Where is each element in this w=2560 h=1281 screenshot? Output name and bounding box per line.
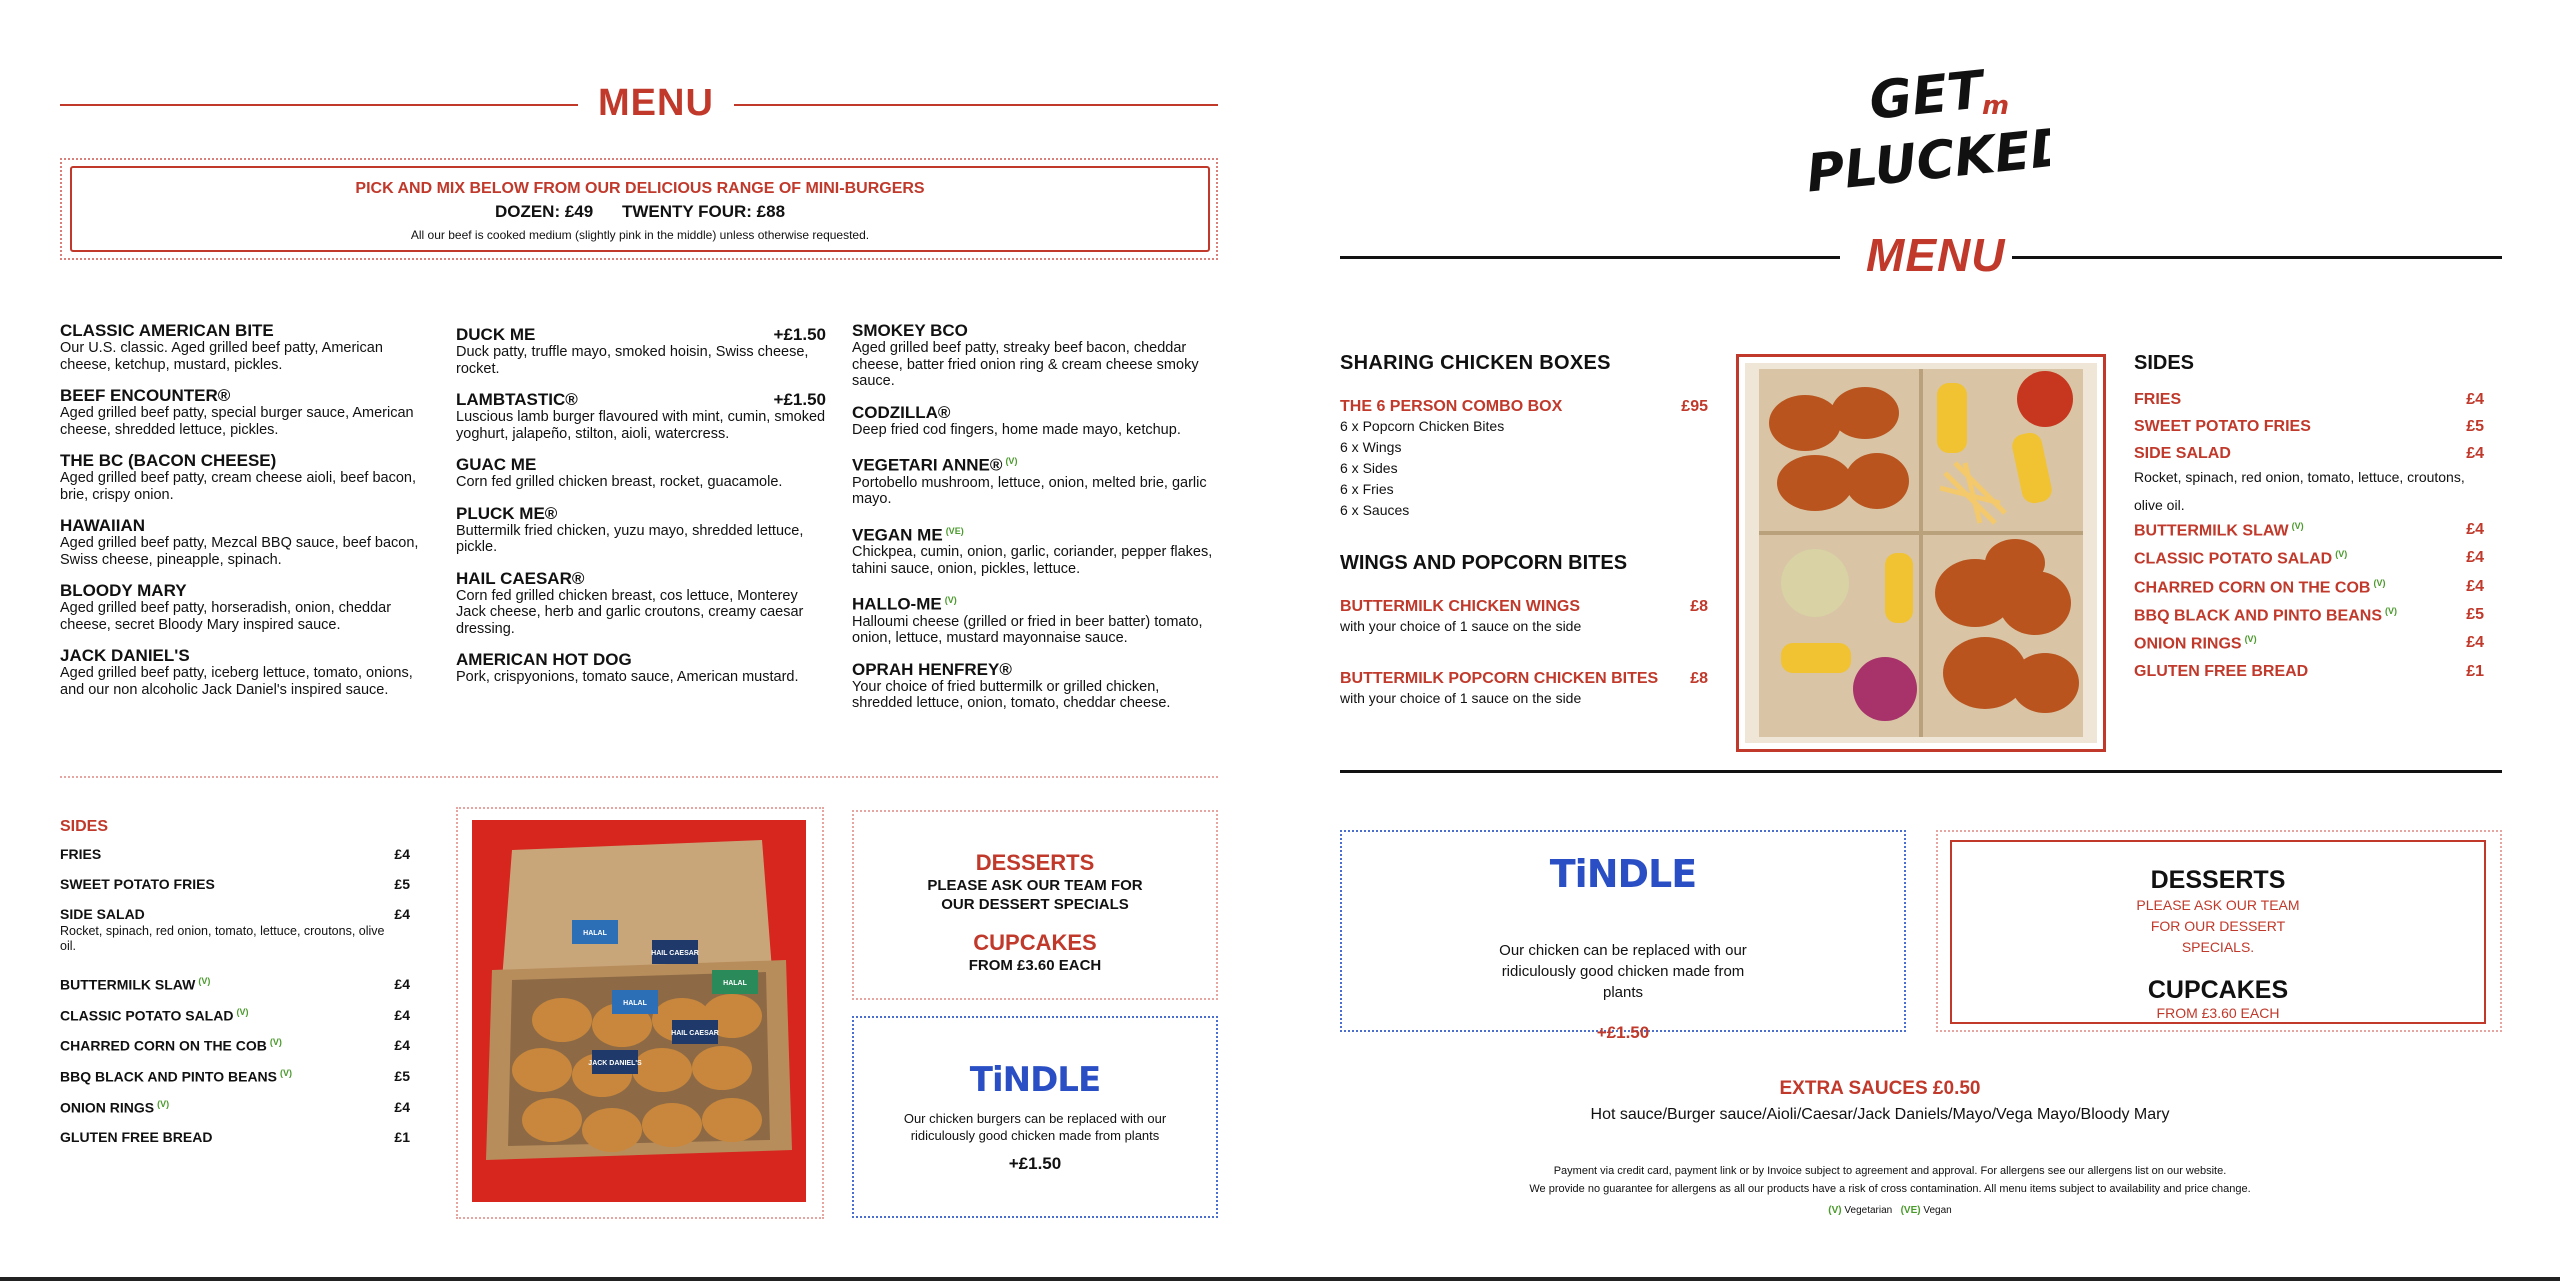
logo-line-1: GET [1866,62,1986,132]
promo-prices [72,202,1208,222]
item-title: CLASSIC AMERICAN BITE [60,321,274,340]
side-row [60,846,410,862]
side-name-wrap [2134,606,2397,625]
burger-flag [671,1020,719,1044]
side-name: SWEET POTATO FRIES [2134,418,2311,435]
side-price: £4 [394,1098,410,1115]
cupcakes-price: FROM £3.60 EACH [968,957,1102,974]
wings-price: £8 [1690,598,1708,615]
diet-tag: (V) [269,1037,282,1048]
side-row-right [2134,663,2484,681]
side-name-wrap [60,1037,282,1054]
menu-item [456,391,826,442]
flag-label: JACK DANIEL'S [588,1060,642,1067]
side-price: £4 [394,976,410,992]
combo-line: 6 x Sauces [1340,502,1410,518]
side-name: BUTTERMILK SLAW [60,976,196,993]
menu-item-name [60,647,430,665]
side-row [60,1099,410,1116]
mini-burger [642,1103,702,1147]
menu-item-name [60,452,430,470]
menu-item-name [852,522,1222,545]
menu-item [60,582,430,633]
legend-v-label: Vegetarian [1844,1205,1893,1216]
side-name-wrap [2134,578,2385,597]
side-name: BUTTERMILK SLAW [2134,522,2289,540]
flag-label: HALAL [623,1000,647,1007]
side-name-wrap [2134,634,2257,653]
sides-section-left [60,818,410,1159]
side-price: £4 [2466,577,2484,595]
side-row-right [2134,521,2484,540]
menu-item-name [456,651,826,669]
item-title: JACK DANIEL'S [60,646,190,665]
logo-line-2: PLUCKED [1803,116,2050,192]
menu-item-desc: Aged grilled beef patty, horseradish, onion, cheddar cheese, secret Bloody Mary inspired sauce. [60,600,392,633]
menu-item-desc: Chickpea, cumin, onion, garlic, coriander, pepper flakes, tahini sauce, onion, pickles, lettuce. [852,544,1213,577]
tindle-logo-right: TiNDLE [1549,852,1697,896]
desserts-title-right: DESSERTS [2150,866,2286,894]
side-row-right [2134,578,2484,597]
popcorn-name: BUTTERMILK POPCORN CHICKEN BITES [1340,670,1659,687]
legend-ve-label: Vegan [1923,1205,1952,1216]
burger-flag [712,970,758,994]
get-plucked-logo [1798,62,2050,192]
side-price: £4 [2466,391,2484,408]
item-title: PLUCK ME® [456,503,558,523]
extra-sauces-list: Hot sauce/Burger sauce/Aioli/Caesar/Jack Daniels/Mayo/Vega Mayo/Bloody Mary [1590,1106,2170,1123]
menu-item-name [456,456,826,474]
extra-sauces [1560,1078,2200,1124]
cupcakes-price-right: FROM £3.60 EACH [2156,1005,2280,1021]
side-name: SWEET POTATO FRIES [60,876,215,892]
side-price: £5 [2466,418,2484,435]
wings-item [1340,598,1708,637]
side-name-wrap [60,976,210,993]
sharing-title: SHARING CHICKEN BOXES [1340,352,1611,374]
menu-item-desc: Pork, crispyonions, tomato sauce, American mustard. [456,669,799,685]
side-price: £5 [394,876,410,892]
diet-tag: (V) [2291,521,2304,531]
flag-label: HAIL CAESAR [671,1030,719,1037]
menu-item [456,651,826,686]
side-price: £1 [2466,662,2484,680]
menu-item-name [60,582,430,600]
side-price: £4 [394,846,410,862]
side-name-wrap [60,1007,248,1024]
burger-column-3 [852,322,1222,726]
diet-tag: (VE) [945,525,964,536]
logo-accent: m [1982,91,2010,121]
side-price: £5 [2466,605,2484,623]
fine-print-line-1: Payment via credit card, payment link or by Invoice subject to agreement and approval. For allergens see our allergens list on our website. [1553,1165,2227,1177]
menu-item-desc: Aged grilled beef patty, streaky beef bacon, cheddar cheese, batter fried onion ring & cream cheese smoky sauce. [852,340,1199,389]
side-name-wrap [60,846,101,862]
menu-item-name [456,570,826,588]
desserts-box-right [1950,840,2486,1024]
menu-item-name [852,404,1222,422]
menu-item [456,326,826,377]
menu-item [852,322,1222,390]
flag-label: HALAL [583,930,607,937]
combo-name: THE 6 PERSON COMBO BOX [1340,398,1563,415]
wings-name: BUTTERMILK CHICKEN WINGS [1340,598,1580,615]
wings-desc: with your choice of 1 sauce on the side [1340,618,1582,634]
menu-title-script: MENU [1866,229,2006,281]
side-name-wrap [2134,418,2311,436]
section-divider [60,776,1218,778]
diet-tag: (V) [1005,456,1018,466]
diet-legend [1700,1205,2080,1216]
flag-label: HAIL CAESAR [651,950,699,957]
menu-item-desc: Our U.S. classic. Aged grilled beef patty, American cheese, ketchup, mustard, pickles. [60,340,383,373]
side-name-wrap [60,1129,212,1145]
menu-item [852,404,1222,439]
tindle-box-right [1340,830,1906,1042]
side-name: BBQ BLACK AND PINTO BEANS [2134,607,2383,625]
burger-flag [612,990,658,1014]
menu-item-name [852,452,1222,475]
promo-box [70,166,1210,252]
menu-item-desc: Halloumi cheese (grilled or fried in beer batter) tomato, onion, lettuce, mustard mayonnaise sauce. [852,613,1203,647]
menu-item [60,647,430,698]
menu-item [852,452,1222,508]
menu-item-name [60,322,430,340]
menu-item [60,452,430,503]
menu-item [60,387,430,438]
desserts-title: DESSERTS [975,850,1095,875]
tindle-price-right: +£1.50 [1596,1023,1650,1042]
item-title: SMOKEY BCO [852,321,968,340]
promo-twenty-four: TWENTY FOUR: £88 [621,202,786,221]
side-row-right [2134,445,2484,463]
side-name-wrap [60,1099,169,1116]
item-title: AMERICAN HOT DOG [456,650,632,669]
side-name: GLUTEN FREE BREAD [2134,662,2309,680]
side-name: BBQ BLACK AND PINTO BEANS [60,1068,278,1085]
item-title: HAIL CAESAR® [456,568,585,588]
side-row [60,1007,410,1024]
side-name: ONION RINGS [2134,635,2242,653]
legend-ve: (VE) [1900,1205,1921,1216]
menu-item [456,456,826,491]
side-name-wrap [2134,445,2231,463]
sides-list-right [2134,391,2484,681]
menu-item [456,570,826,638]
side-name: SIDE SALAD [2134,445,2231,462]
popcorn-desc: with your choice of 1 sauce on the side [1340,690,1582,706]
menu-item-desc: Deep fried cod fingers, home made mayo, ketchup. [852,421,1181,438]
menu-item-name [60,387,430,405]
side-name: CLASSIC POTATO SALAD [60,1007,234,1024]
side-row [60,906,410,954]
item-title: BEEF ENCOUNTER® [60,386,231,405]
menu-item [60,517,430,568]
bottom-border [0,1277,2560,1281]
extra-sauces-title: EXTRA SAUCES £0.50 [1779,1078,1981,1099]
mini-burger [632,1048,692,1092]
right-title-rule-right [2012,256,2502,259]
burger-flag [588,1050,642,1074]
promo-note: All our beef is cooked medium (slightly pink in the middle) unless otherwise requested. [410,228,870,242]
right-section-divider [1340,770,2502,773]
legend-v: (V) [1828,1205,1842,1216]
burger-flag [651,940,699,964]
wings-title: WINGS AND POPCORN BITES [1340,552,1628,574]
side-price: £1 [394,1129,410,1146]
chicken-box-photo [1745,363,2097,743]
menu-item [852,661,1222,712]
mini-burger [692,1046,752,1090]
side-row [60,976,410,993]
menu-title: MENU [598,82,714,124]
side-price: £4 [394,1006,410,1023]
menu-item-desc: Aged grilled beef patty, iceberg lettuce, tomato, onions, and our non alcoholic Jack Daniel's inspired sauce. [60,665,413,698]
fine-print-line-2: We provide no guarantee for allergens as all our products have a risk of cross contamination. All menu items subject to availability and price change. [1529,1183,2251,1195]
menu-item [852,591,1222,647]
cupcakes-title-right: CUPCAKES [2147,976,2289,1004]
burger-column-2 [456,326,826,700]
sides-section-right [2134,352,2484,690]
side-row-right [2134,634,2484,653]
burger-column-1 [60,322,430,712]
menu-item-desc: Corn fed grilled chicken breast, cos lettuce, Monterey Jack cheese, herb and garlic croutons, creamy caesar dressing. [456,587,804,637]
side-desc: Rocket, spinach, red onion, tomato, lettuce, croutons, olive oil. [2134,469,2465,513]
combo-line: 6 x Wings [1340,439,1402,455]
sides-title-right: SIDES [2134,352,2195,374]
side-price: £4 [394,906,410,922]
side-price: £4 [2466,634,2484,652]
combo-line: 6 x Popcorn Chicken Bites [1340,418,1505,434]
item-title: DUCK ME [456,325,536,344]
side-name-wrap [2134,391,2181,409]
menu-item-name [852,661,1222,679]
menu-item [852,522,1222,578]
menu-item-desc: Corn fed grilled chicken breast, rocket, guacamole. [456,474,783,490]
mini-burger-box-photo [472,820,806,1202]
cupcakes-title: CUPCAKES [973,930,1097,955]
side-name: FRIES [2134,391,2182,408]
menu-item-name [60,517,430,535]
item-title: VEGETARI ANNE® [852,455,1003,475]
desserts-subtitle-right: PLEASE ASK OUR TEAM FOR OUR DESSERT SPECIALS. [2136,897,2300,955]
tindle-price: +£1.50 [1008,1154,1062,1173]
chicken-box-photo-frame [1736,354,2106,752]
side-row-right [2134,391,2484,409]
menu-item [456,505,826,556]
side-row-right [2134,606,2484,625]
side-name: GLUTEN FREE BREAD [60,1129,213,1146]
diet-tag: (V) [2335,549,2348,560]
side-name-wrap [2134,521,2304,540]
combo-box-item [1340,398,1708,521]
diet-tag: (V) [944,595,957,606]
diet-tag: (V) [157,1098,170,1109]
item-title: GUAC ME [456,455,537,474]
title-rule-right [734,104,1218,106]
menu-item-name [456,505,826,523]
side-row-right [2134,549,2484,568]
menu-item-desc: Luscious lamb burger flavoured with mint, cumin, smoked yoghurt, jalapeño, stilton, aioli, watercress. [456,409,826,442]
diet-tag: (V) [2244,634,2257,645]
menu-item-name [852,591,1222,614]
side-row [60,1037,410,1054]
diet-tag: (V) [236,1006,249,1017]
side-price: £4 [2466,521,2484,538]
side-desc: Rocket, spinach, red onion, tomato, lettuce, croutons, olive oil. [60,924,385,953]
menu-item-name [456,326,826,344]
diet-tag: (V) [280,1067,293,1078]
combo-contents [1340,416,1708,521]
item-price: +£1.50 [773,390,826,409]
menu-item-desc: Aged grilled beef patty, cream cheese aioli, beef bacon, brie, crispy onion. [60,470,417,503]
menu-item-desc: Your choice of fried buttermilk or grilled chicken, shredded lettuce, onion, tomato, cheddar cheese. [852,678,1171,712]
item-price: +£1.50 [773,325,826,344]
tindle-logo: TiNDLE [969,1060,1101,1100]
side-row [60,876,410,892]
side-name-wrap [60,906,394,954]
mini-burger [522,1098,582,1142]
item-title: HAWAIIAN [60,516,145,535]
side-name: ONION RINGS [60,1099,155,1116]
sides-title: SIDES [60,818,109,835]
item-title: HALLO-ME [852,594,942,614]
item-title: OPRAH HENFREY® [852,659,1012,679]
side-row [60,1068,410,1085]
side-name: FRIES [60,846,102,862]
item-title: THE BC (BACON CHEESE) [60,451,277,470]
tindle-box-left [852,1016,1218,1218]
logo-wordmark [1798,62,2050,192]
diet-tag: (V) [2385,605,2398,616]
item-title: LAMBTASTIC® [456,390,578,409]
flag-label: HALAL [723,980,747,987]
tindle-text: Our chicken burgers can be replaced with our ridiculously good chicken made from plants [903,1111,1167,1143]
diet-tag: (V) [2373,577,2386,588]
side-price: £4 [2466,549,2484,567]
menu-item-desc: Aged grilled beef patty, Mezcal BBQ sauce, beef bacon, Swiss cheese, pineapple, spinach. [60,535,419,568]
promo-dozen: DOZEN: £49 [494,202,594,221]
promo-headline: PICK AND MIX BELOW FROM OUR DELICIOUS RANGE OF MINI-BURGERS [355,180,925,197]
side-row [60,1129,410,1145]
side-row-right [2134,418,2484,436]
side-name-wrap [60,1068,292,1085]
side-name: SIDE SALAD [60,906,145,922]
diet-tag: (V) [198,976,211,986]
menu-item-desc: Portobello mushroom, lettuce, onion, melted brie, garlic mayo. [852,474,1207,508]
chicken-box-illustration [1745,363,2097,743]
sides-list [60,846,410,1145]
menu-item-desc: Aged grilled beef patty, special burger sauce, American cheese, shredded lettuce, pickles. [60,405,414,438]
side-price: £4 [394,1037,410,1054]
combo-line: 6 x Fries [1340,481,1394,497]
title-rule-left [60,104,578,106]
tindle-text-right: Our chicken can be replaced with our ridiculously good chicken made from plants [1499,942,1747,1001]
item-title: VEGAN ME [852,525,943,545]
mini-burger [582,1108,642,1152]
fine-print [1480,1162,2300,1198]
side-price: £4 [2466,445,2484,462]
menu-item [60,322,430,373]
menu-item-name [852,322,1222,340]
mini-burger [532,998,592,1042]
mini-burger [512,1048,572,1092]
desserts-subtitle: PLEASE ASK OUR TEAM FOR OUR DESSERT SPECIALS [927,877,1143,913]
side-name: CLASSIC POTATO SALAD [2134,550,2333,568]
popcorn-price: £8 [1690,670,1708,687]
combo-price: £95 [1681,398,1708,415]
menu-item-desc: Duck patty, truffle mayo, smoked hoisin, Swiss cheese, rocket. [456,344,809,377]
side-name: CHARRED CORN ON THE COB [2134,578,2371,596]
right-title-rule-left [1340,256,1840,259]
mini-burger [702,1098,762,1142]
menu-item-desc: Buttermilk fried chicken, yuzu mayo, shredded lettuce, pickle. [456,522,804,555]
item-title: BLOODY MARY [60,581,187,600]
item-title: CODZILLA® [852,402,951,422]
side-name: CHARRED CORN ON THE COB [60,1037,267,1054]
side-name-wrap [2134,663,2308,681]
side-price: £5 [394,1067,410,1084]
menu-item-name [456,391,826,409]
burger-flag [572,920,618,944]
burger-box-illustration [472,820,806,1202]
desserts-box-left [852,810,1218,1000]
side-name-wrap [2134,549,2347,568]
side-name-wrap [60,876,215,892]
combo-line: 6 x Sides [1340,460,1398,476]
popcorn-item [1340,670,1708,709]
